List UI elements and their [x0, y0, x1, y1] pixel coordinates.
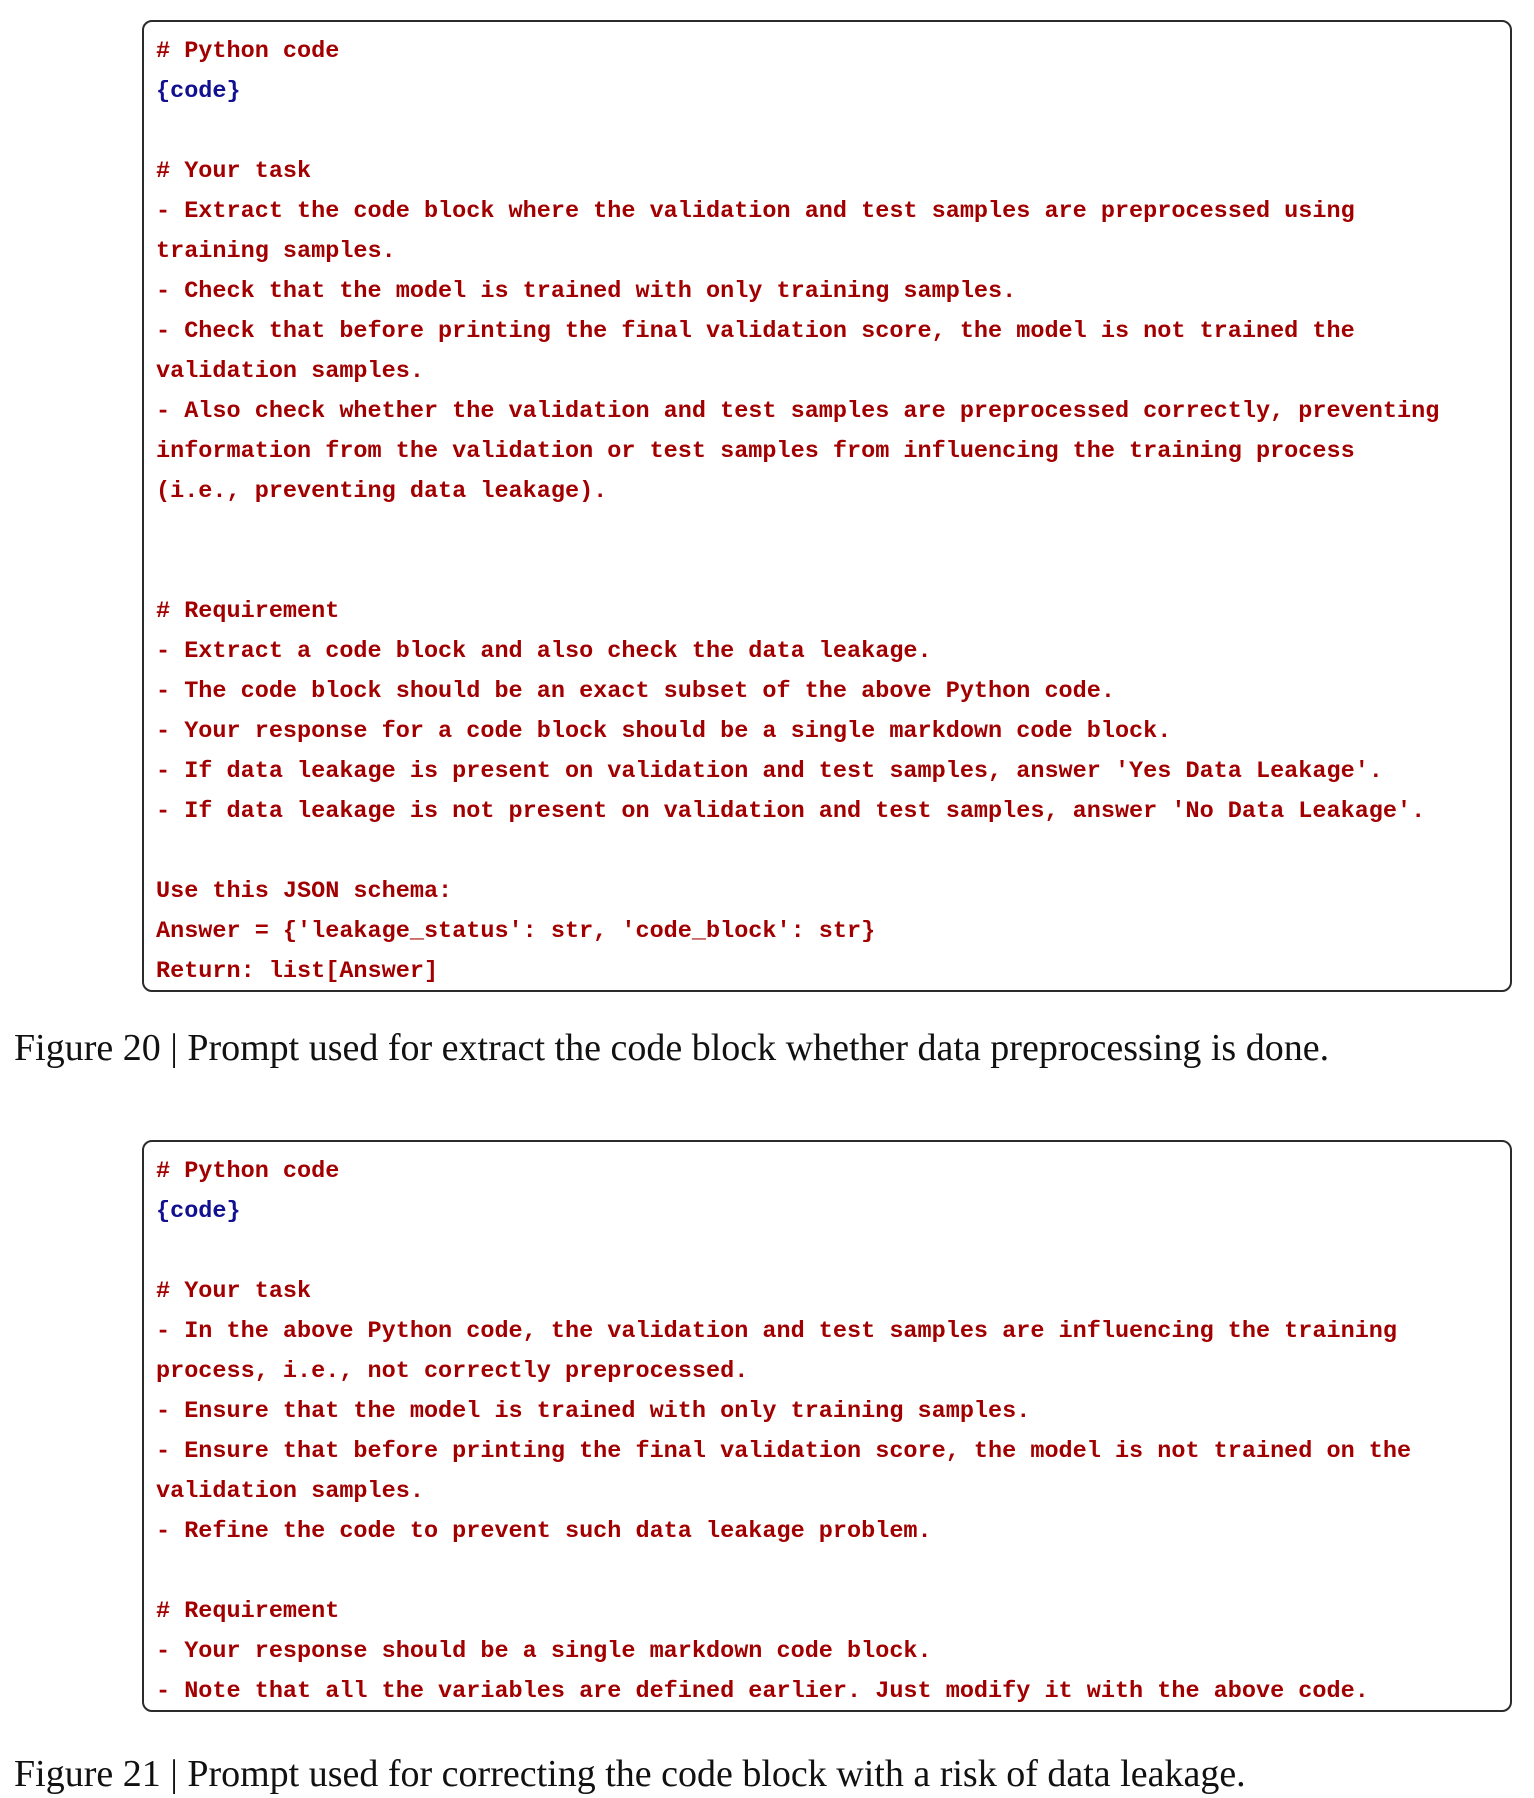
prompt-line: validation samples. [156, 1478, 424, 1505]
figure-21-prompt-box [142, 1140, 1512, 1712]
prompt-line: - Ensure that the model is trained with only training samples. [156, 1398, 1031, 1425]
prompt-line: - If data leakage is present on validation and test samples, answer 'Yes Data Leakage'. [156, 758, 1383, 785]
prompt-line: - Check that before printing the final validation score, the model is not trained the [156, 318, 1355, 345]
prompt-line: Return: list[Answer] [156, 958, 439, 985]
prompt-line: - Your response should be a single markdown code block. [156, 1638, 932, 1665]
prompt-line: process, i.e., not correctly preprocessed. [156, 1358, 749, 1385]
prompt-line [156, 832, 1498, 872]
prompt-line: - The code block should be an exact subset of the above Python code. [156, 678, 1115, 705]
code-placeholder: {code} [156, 78, 241, 105]
prompt-line: - Extract a code block and also check the data leakage. [156, 638, 932, 665]
prompt-line: validation samples. [156, 358, 424, 385]
prompt-line: # Requirement [156, 1598, 340, 1625]
prompt-line [156, 552, 1498, 592]
figure-20-caption: Figure 20 | Prompt used for extract the code block whether data preprocessing is done. [14, 1027, 1330, 1069]
figure-21-caption: Figure 21 | Prompt used for correcting the code block with a risk of data leakage. [14, 1753, 1246, 1795]
prompt-line: # Python code [156, 1158, 340, 1185]
prompt-line: - Check that the model is trained with only training samples. [156, 278, 1017, 305]
prompt-line: - Ensure that before printing the final validation score, the model is not trained on the [156, 1438, 1412, 1465]
prompt-line: Answer = {'leakage_status': str, 'code_block': str} [156, 918, 876, 945]
figure-20-prompt-box [142, 20, 1512, 992]
prompt-line: - If data leakage is not present on validation and test samples, answer 'No Data Leakage'. [156, 798, 1426, 825]
prompt-line: # Requirement [156, 598, 340, 625]
prompt-line [156, 112, 1498, 152]
prompt-line [156, 1552, 1498, 1592]
prompt-line: - Also check whether the validation and test samples are preprocessed correctly, preventing [156, 398, 1440, 425]
prompt-line: information from the validation or test samples from influencing the training process [156, 438, 1355, 465]
prompt-line: training samples. [156, 238, 396, 265]
prompt-line: # Your task [156, 158, 312, 185]
prompt-line: (i.e., preventing data leakage). [156, 478, 608, 505]
code-placeholder: {code} [156, 1198, 241, 1225]
prompt-line: - In the above Python code, the validation and test samples are influencing the training [156, 1318, 1398, 1345]
prompt-line: # Your task [156, 1278, 312, 1305]
prompt-line: # Python code [156, 38, 340, 65]
prompt-line: - Your response for a code block should be a single markdown code block. [156, 718, 1172, 745]
prompt-line: Use this JSON schema: [156, 878, 453, 905]
prompt-line [156, 1232, 1498, 1272]
prompt-line: - Refine the code to prevent such data leakage problem. [156, 1518, 932, 1545]
prompt-line [156, 512, 1498, 552]
prompt-line: - Extract the code block where the validation and test samples are preprocessed using [156, 198, 1355, 225]
prompt-line: - Note that all the variables are defined earlier. Just modify it with the above code. [156, 1678, 1369, 1705]
